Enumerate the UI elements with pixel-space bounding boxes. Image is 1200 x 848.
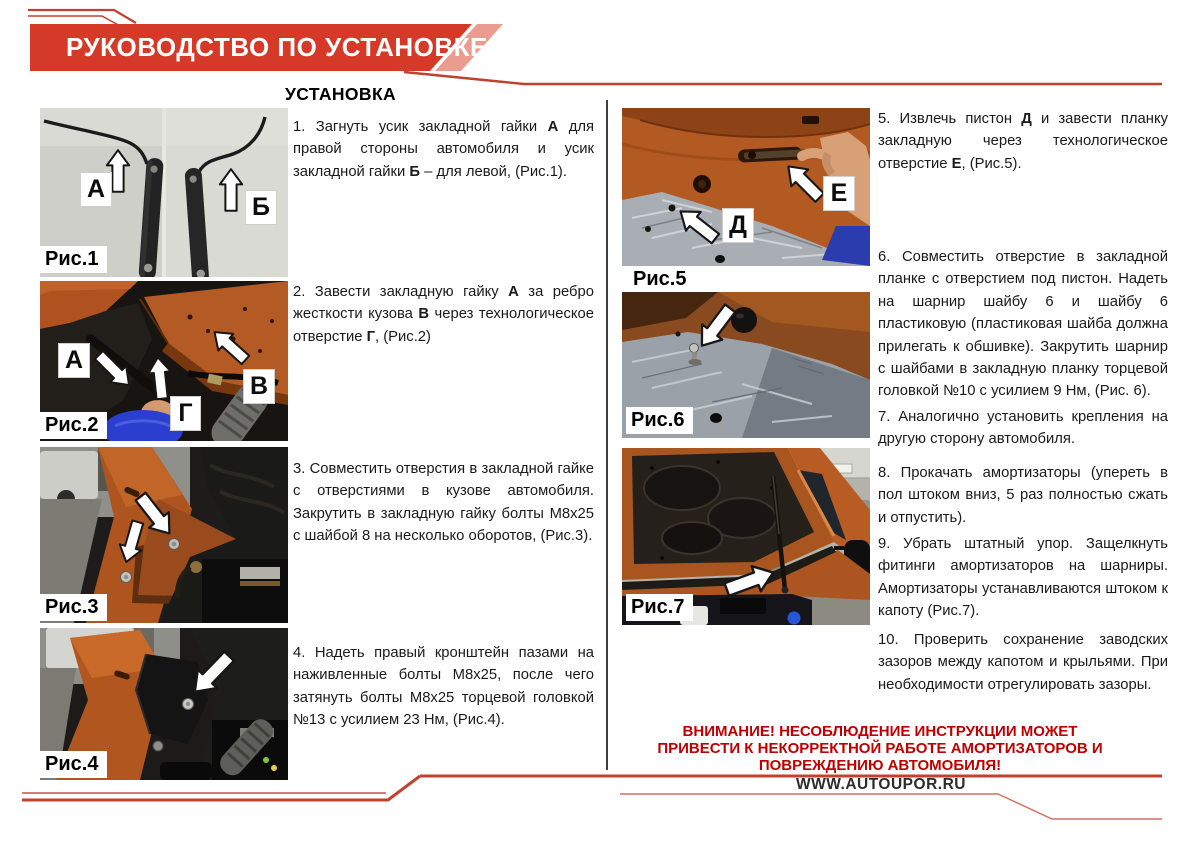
marker-label-d: Д bbox=[722, 208, 754, 243]
figure-4 bbox=[40, 628, 288, 780]
figure-6 bbox=[622, 292, 870, 438]
marker-label-e: Е bbox=[823, 176, 855, 211]
page-title: УСТАНОВКА bbox=[284, 84, 397, 104]
step-3: 3. Совместить отверстия в закладной гайке с отверстиями в кузове автомобиля. Закрутить в закладную гайку болты М8х25 с шайбой 8 на несколько оборотов, (Рис.3). bbox=[293, 461, 594, 545]
step-2: 2. Завести закладную гайку А за ребро жесткости кузова В через технологическое отверстие Г, (Рис.2) bbox=[293, 284, 594, 345]
bolt bbox=[121, 572, 132, 583]
figure-5 bbox=[622, 108, 870, 266]
step-9: 9. Убрать штатный упор. Защелкнуть фитинги амортизаторов на шарниры. Амортизаторы устанавливаются штоком к капоту (Рис.7). bbox=[878, 536, 1168, 620]
header-underline bbox=[404, 72, 1162, 84]
piston-hole bbox=[669, 205, 676, 212]
bolt bbox=[153, 741, 163, 751]
figure-3-caption: Рис.3 bbox=[40, 594, 107, 621]
step-7: 7. Аналогично установить крепления на другую сторону автомобиля. bbox=[878, 409, 1168, 448]
step-10: 10. Проверить сохранение заводских зазоров между капотом и крыльями. При необходимости отрегулировать зазоры. bbox=[878, 632, 1168, 693]
step-1: 1. Загнуть усик закладной гайки А для правой стороны автомобиля и усик закладной гайки Б – для левой, (Рис.1). bbox=[293, 119, 594, 180]
figure-1-caption: Рис.1 bbox=[40, 246, 107, 273]
banner-title: РУКОВОДСТВО ПО УСТАНОВКЕ bbox=[66, 32, 488, 62]
figure-7-caption: Рис.7 bbox=[626, 594, 693, 621]
column-divider bbox=[606, 100, 608, 770]
step-4: 4. Надеть правый кронштейн пазами на наживленные болты М8х25, после чего затянуть болты М8х25 торцевой головкой №13 с усилием 23 Нм, (Рис.4). bbox=[293, 645, 594, 729]
marker-label-a: А bbox=[80, 172, 112, 207]
figure-4-caption: Рис.4 bbox=[40, 751, 107, 778]
bolt bbox=[169, 539, 180, 550]
step-8: 8. Прокачать амортизаторы (упереть в пол штоком вниз, 5 раз полностью сжать и отпустить). bbox=[878, 465, 1168, 526]
step-5: 5. Извлечь пистон Д и завести планку закладную через технологическое отверстие Е, (Рис.5). bbox=[878, 111, 1168, 172]
website-url: WWW.AUTOUPOR.RU bbox=[796, 776, 966, 793]
marker-label-v: В bbox=[243, 369, 275, 404]
warning-text: ВНИМАНИЕ! НЕСОБЛЮДЕНИЕ ИНСТРУКЦИИ МОЖЕТ ПРИВЕСТИ К НЕКОРРЕКТНОЙ РАБОТЕ АМОРТИЗАТОРОВ И ПОВРЕЖДЕНИЮ АВТОМОБИЛЯ! bbox=[657, 723, 1103, 774]
step-6: 6. Совместить отверстие в закладной планке с отверстием под пистон. Надеть на шарнир шайбу 6 и шайбу 6 пластиковую (пластиковая шайба должна прилегать к обшивке). Закрутить шарнир с шайбами в закладную планку торцевой головкой №10 с усилием 9 Нм, (Рис. 6). bbox=[878, 249, 1168, 400]
footer-deco-lines bbox=[0, 763, 1200, 848]
figure-6-caption: Рис.6 bbox=[626, 407, 693, 434]
marker-label-g: Г bbox=[170, 396, 201, 431]
figure-2 bbox=[40, 281, 288, 441]
figure-3 bbox=[40, 447, 288, 623]
marker-label-a2: А bbox=[58, 343, 90, 378]
figure-1 bbox=[40, 108, 288, 277]
figure-2-caption: Рис.2 bbox=[40, 412, 107, 439]
marker-label-b: Б bbox=[245, 190, 277, 225]
figure-5-caption: Рис.5 bbox=[628, 266, 695, 293]
figure-7 bbox=[622, 448, 870, 625]
